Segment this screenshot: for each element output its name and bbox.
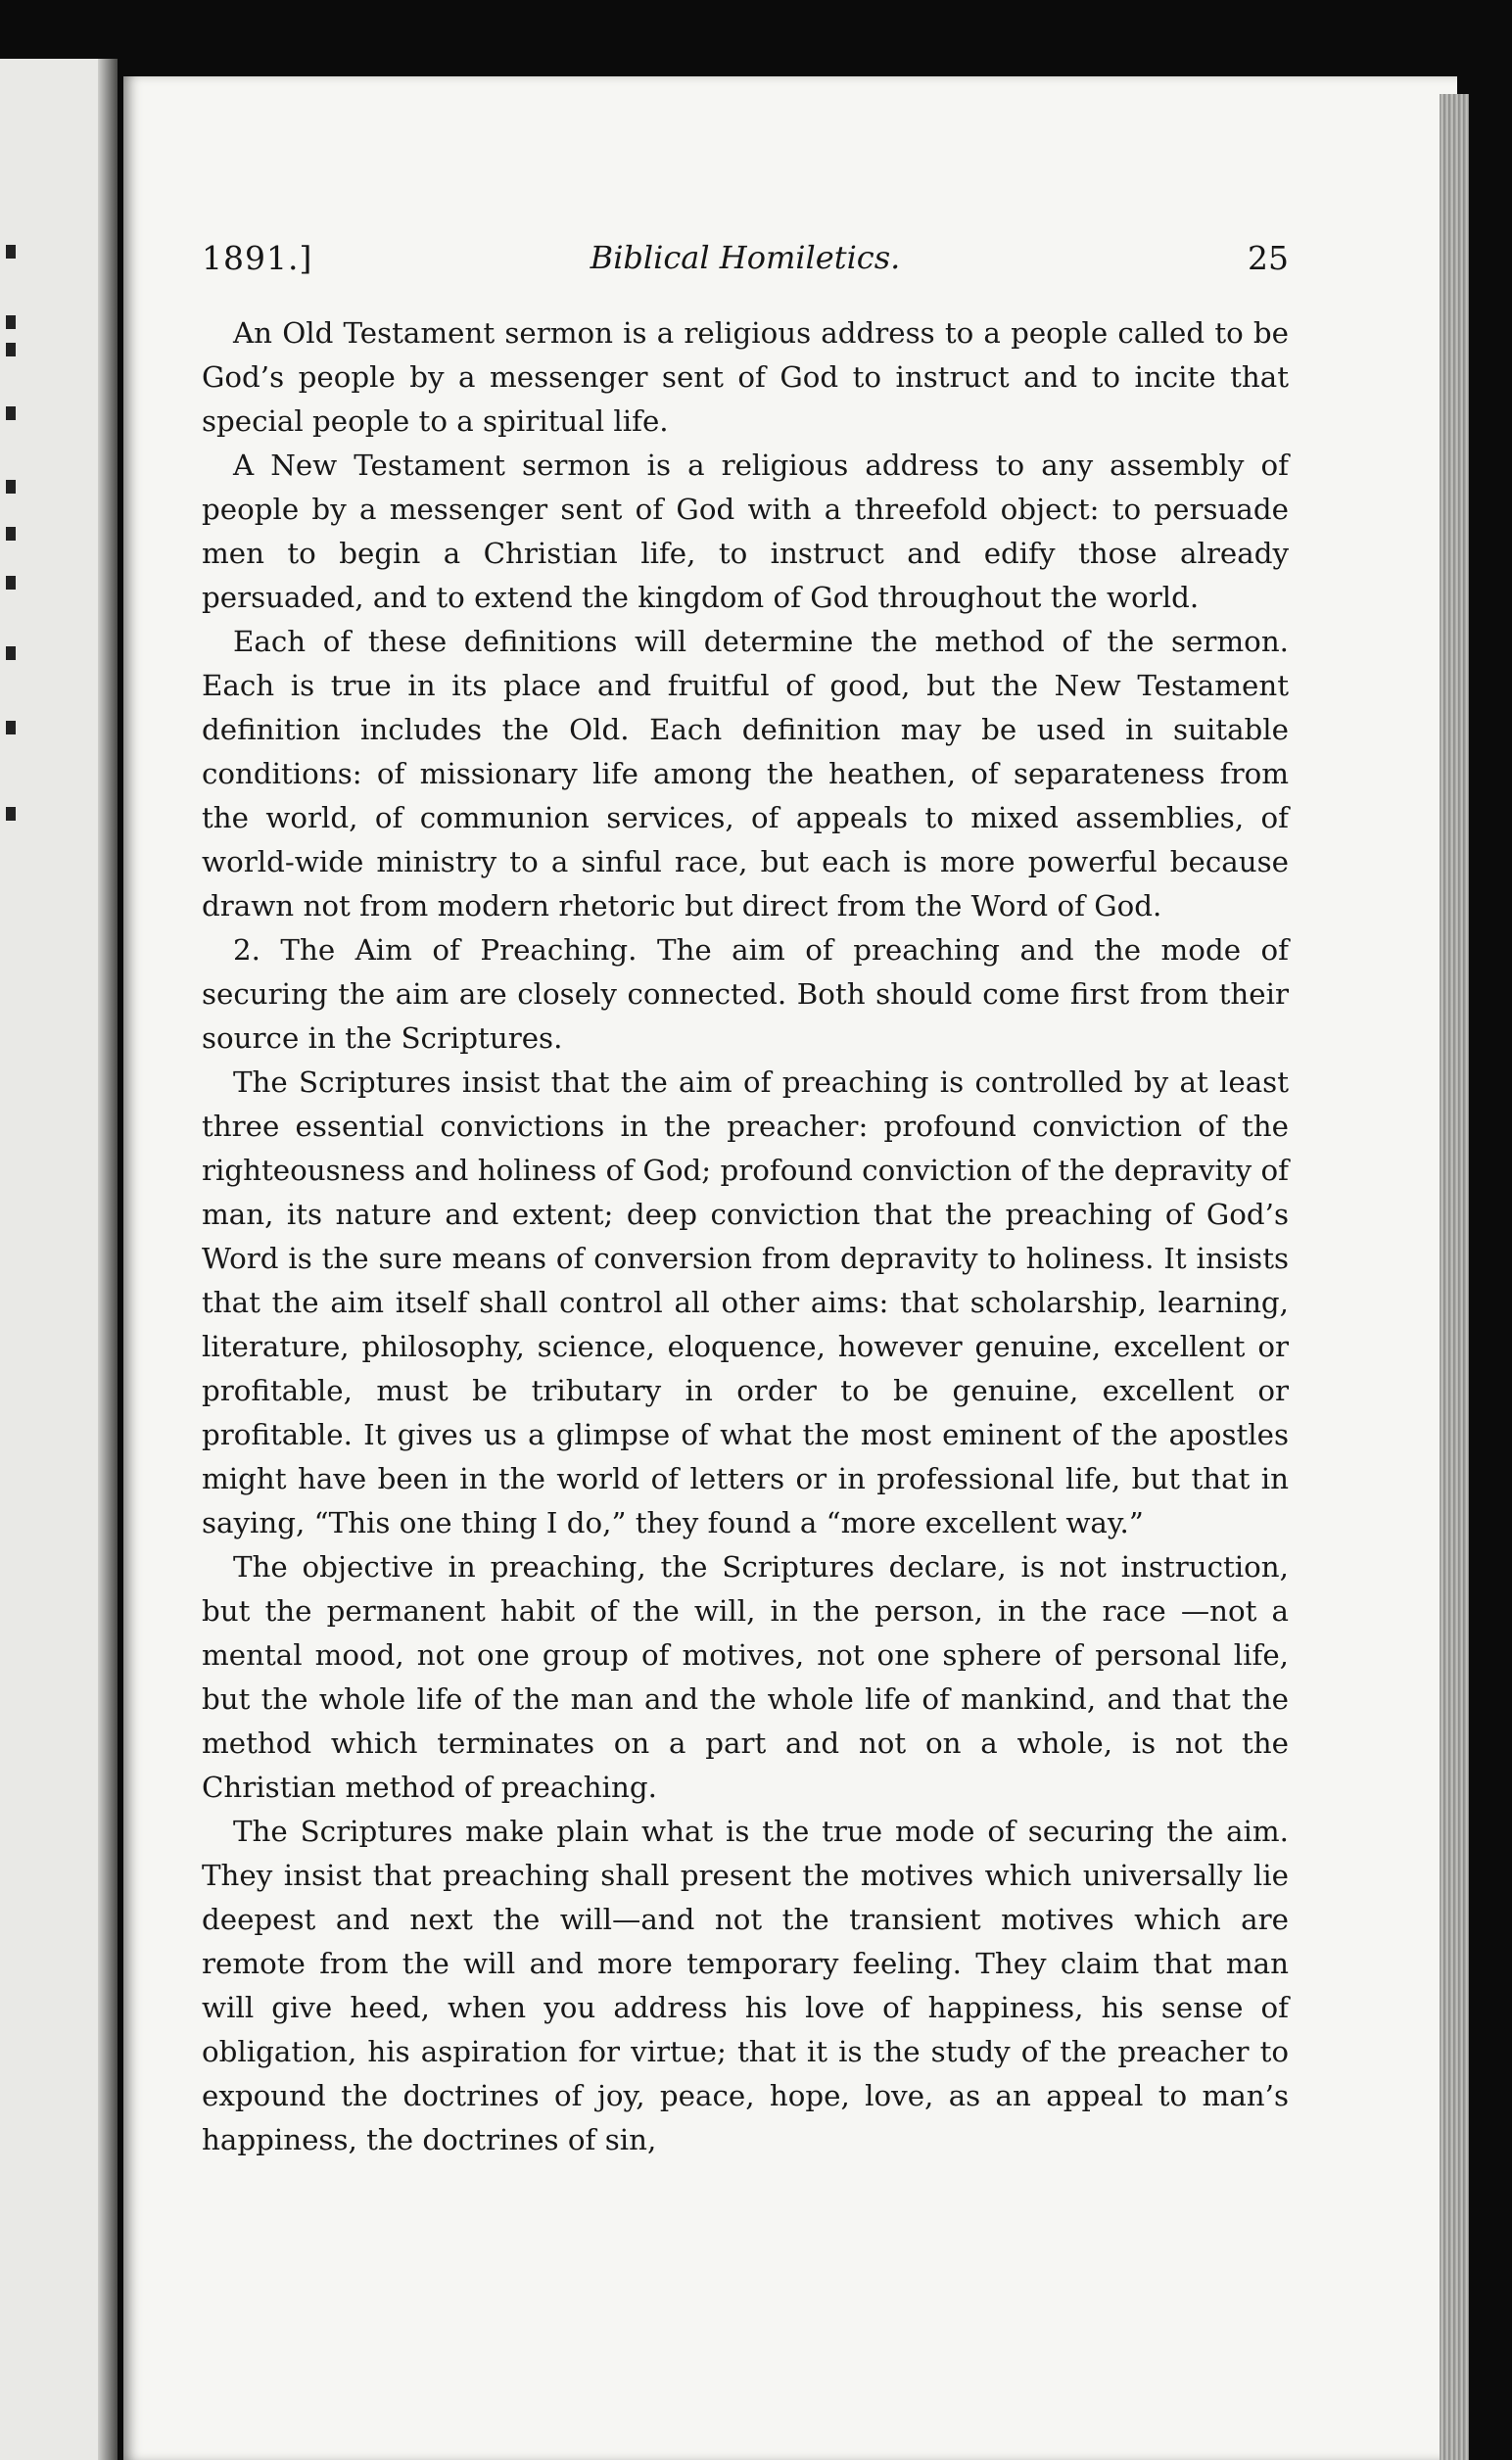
paragraph: The Scriptures make plain what is the true mode of securing the aim. They insist that preaching shall present the motives which universally lie deepest and next the will—and not the transient motives which are remote from the will and more temporary feeling. They claim that man will give heed, when you address his love of happiness, his sense of obligation, his aspiration for virtue; that it is the study of the preacher to expound the doctrines of joy, peace, hope, love, as an appeal to man’s happiness, the doctrines of sin, bbox=[202, 1815, 1289, 2156]
header-year: 1891.] bbox=[202, 239, 313, 277]
margin-fragment bbox=[6, 646, 16, 660]
running-title: Biblical Homiletics. bbox=[590, 239, 901, 276]
book-spine-shadow bbox=[98, 59, 118, 2460]
paragraph: A New Testament sermon is a religious address to any assembly of people by a messenger sent of God with a threefold object: to persuade men to begin a Christian life, to instruct and edify those already persuaded, and to extend the kingdom of God throughout the world. bbox=[202, 449, 1289, 614]
margin-fragment bbox=[6, 576, 16, 590]
running-header bbox=[202, 239, 1289, 288]
body-text bbox=[202, 311, 1289, 2162]
paragraph: Each of these definitions will determine the method of the sermon. Each is true in its place and fruitful of good, but the New Testament definition includes the Old. Each definition may be used in suitable conditions: of missionary life among the heathen, of separateness from the world, of communion services, of appeals to mixed assemblies, of world-wide ministry to a sinful race, but each is more powerful because drawn not from modern rhetoric but direct from the Word of God. bbox=[202, 625, 1289, 922]
opposite-page-edge bbox=[0, 59, 118, 2460]
margin-fragment bbox=[6, 527, 16, 541]
margin-fragment bbox=[6, 480, 16, 494]
margin-fragment bbox=[6, 406, 16, 420]
page-stack-edge bbox=[1440, 94, 1469, 2460]
margin-fragment bbox=[6, 245, 16, 259]
section-heading-paragraph: 2. The Aim of Preaching. The aim of preaching and the mode of securing the aim are closely connected. Both should come first from their source in the Scriptures. bbox=[202, 933, 1289, 1055]
margin-fragment bbox=[6, 343, 16, 356]
margin-fragment bbox=[6, 315, 16, 329]
page-number: 25 bbox=[1248, 239, 1289, 277]
margin-fragment bbox=[6, 807, 16, 821]
margin-fragment bbox=[6, 721, 16, 734]
paragraph: The Scriptures insist that the aim of preaching is controlled by at least three essential convictions in the preacher: profound conviction of the righteousness and holiness of God; profound conviction of the depravity of man, its nature and extent; deep conviction that the preaching of God’s Word is the sure means of conversion from depravity to holiness. It insists that the aim itself shall control all other aims: that scholarship, learning, literature, philosophy, science, eloquence, however genuine, excellent or profitable, must be tributary in order to be genuine, excellent or profitable. It gives us a glimpse of what the most eminent of the apostles might have been in the world of letters or in professional life, but that in saying, “This one thing I do,” they found a “more excellent way.” bbox=[202, 1065, 1289, 1539]
paragraph: An Old Testament sermon is a religious address to a people called to be God’s people by a messenger sent of God to instruct and to incite that special people to a spiritual life. bbox=[202, 316, 1289, 438]
paragraph: The objective in preaching, the Scriptures declare, is not instruction, but the permanent habit of the will, in the person, in the race —not a mental mood, not one group of motives, not one sphere of personal life, but the whole life of the man and the whole life of mankind, and that the method which terminates on a part and not on a whole, is not the Christian method of preaching. bbox=[202, 1550, 1289, 1804]
